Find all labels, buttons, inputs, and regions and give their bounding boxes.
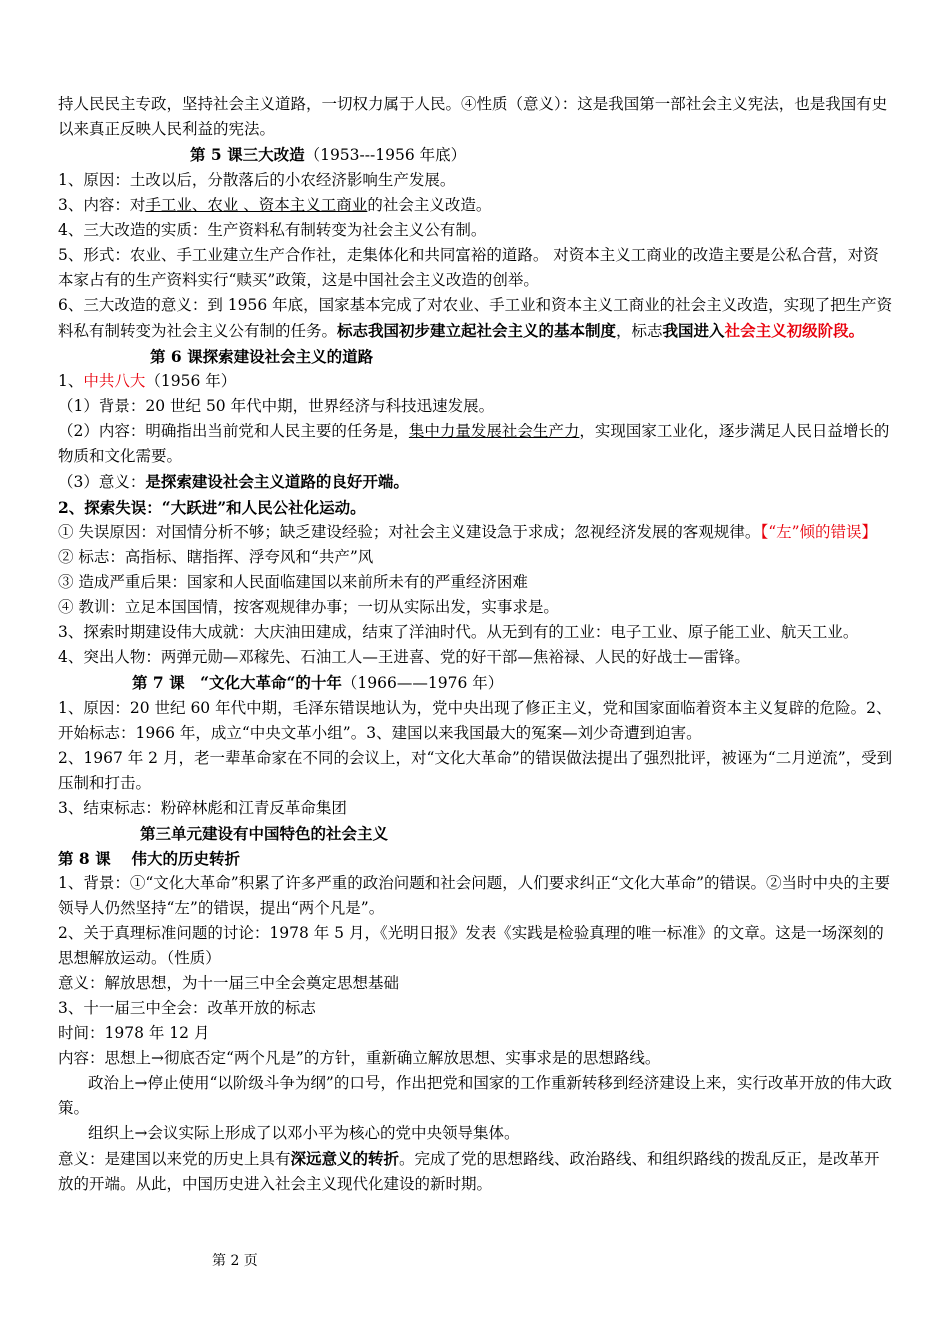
lesson5-significance (58, 293, 894, 344)
lesson5-significance-red: 社会主义初级阶段。 (724, 321, 865, 340)
document-page (58, 92, 894, 1197)
lesson6-section1 (58, 369, 894, 394)
lesson6-failure-cause (58, 520, 894, 545)
lesson6-meaning (58, 469, 894, 495)
lesson6-background: （1）背景：20 世纪 50 年代中期，世界经济与科技迅速发展。 (58, 397, 495, 415)
lesson6-failure-cause-text: ① 失误原因：对国情分析不够；缺乏建设经验；对社会主义建设急于求成；忽视经济发展的客观规律。 (58, 523, 761, 541)
lesson6-content-tail: ，实现国家工业化，逐步满足人民日益增长的物质和文化需要。 (58, 422, 890, 465)
lesson7-cause: 1、原因：20 世纪 60 年代中期，毛泽东错误地认为，党中央出现了修正主义，党和国家面临着资本主义复辟的危险。2、开始标志：1966 年，成立“中央文革小组”。3、建国以来我国最大的冤案—刘少奇遭到迫害。 (58, 699, 892, 742)
lesson6-meaning-lead: （3）意义： (58, 473, 146, 491)
lesson8-heading: 第 8 课 伟大的历史转折 (58, 849, 240, 868)
lesson6-section2: 2、探索失误：“大跃进”和人民公社化运动。 (58, 498, 366, 517)
lesson6-meaning-bold: 是探索建设社会主义道路的良好开端。 (145, 472, 409, 491)
lesson6-failure-result: ③ 造成严重后果：国家和人民面临建国以来前所未有的严重经济困难 (58, 573, 528, 591)
lesson8-meaning-lead: 意义：是建国以来党的历史上具有 (58, 1150, 291, 1168)
lesson7-title: 第 7 课 “文化大革命“的十年 (132, 673, 342, 692)
lesson8-content-thought: 内容：思想上→彻底否定“两个凡是”的方针，重新确立解放思想、实事求是的思想路线。 (58, 1049, 661, 1067)
lesson8-content-politics: 政治上→停止使用“以阶级斗争为纲”的口号，作出把党和国家的工作重新转移到经济建设上来，实行改革开放的伟大政策。 (58, 1074, 892, 1117)
lesson8-truth-debate: 2、关于真理标准问题的讨论：1978 年 5 月，《光明日报》发表《实践是检验真理的唯一标准》的文章。这是一场深刻的思想解放运动。（性质） (58, 924, 884, 967)
lesson8-meaning (58, 1146, 894, 1197)
lesson5-content-lead: 3、内容：对 (58, 196, 146, 214)
lesson8-plenum: 3、十一届三中全会：改革开放的标志 (58, 999, 316, 1017)
lesson7-years: （1966——1976 年） (341, 674, 504, 692)
lesson5-significance-bold: 标志我国初步建立起社会主义的基本制度 (337, 321, 617, 340)
lesson5-significance-text: 6、三大改造的意义：到 1956 年底，国家基本完成了对农业、手工业和资本主义工商业的社会主义改造，实现了把生产资料私有制转变为社会主义公有制的任务。 (58, 296, 893, 340)
lesson6-s1-year: （1956 年） (145, 372, 237, 390)
lesson5-heading (58, 142, 894, 168)
page-number: 第 2 页 (212, 1253, 258, 1269)
lesson8-background: 1、背景：①“文化大革命”积累了许多严重的政治问题和社会问题，人们要求纠正“文化大革命”的错误。②当时中央的主要领导人仍然坚持“左”的错误，提出“两个凡是”。 (58, 874, 891, 917)
lesson6-achievements: 3、探索时期建设伟大成就：大庆油田建成，结束了洋油时代。从无到有的工业：电子工业、原子能工业、航天工业。 (58, 623, 859, 641)
lesson6-failure-cause-red: 【“左”倾的错误】 (760, 523, 878, 541)
lesson8-meaning-tail: 。完成了党的思想路线、政治路线、和组织路线的拨乱反正，是改革开放的开端。从此，中国历史进入社会主义现代化建设的新时期。 (58, 1150, 880, 1193)
lesson5-cause: 1、原因：土改以后，分散落后的小农经济影响生产发展。 (58, 171, 456, 189)
lesson6-failure-lesson: ④ 教训：立足本国国情，按客观规律办事；一切从实际出发，实事求是。 (58, 598, 559, 616)
lesson6-heading: 第 6 课探索建设社会主义的道路 (150, 347, 374, 366)
lesson7-heading (58, 670, 894, 696)
lesson5-title: 第 5 课三大改造 (190, 145, 305, 164)
lesson6-content-underlined: 集中力量发展社会生产力 (408, 422, 580, 440)
lesson6-s1-red: 中共八大 (83, 372, 146, 390)
lesson6-s1-num: 1、 (58, 372, 84, 390)
lesson8-meaning-bold: 深远意义的转折 (290, 1149, 400, 1168)
lesson5-content (58, 193, 894, 218)
lesson8-time: 时间：1978 年 12 月 (58, 1024, 210, 1042)
lesson6-content-lead: （2）内容：明确指出当前党和人民主要的任务是， (58, 422, 409, 440)
lesson6-figures: 4、突出人物：两弹元勋—邓稼先、石油工人—王进喜、党的好干部—焦裕禄、人民的好战士—雷锋。 (58, 648, 750, 666)
lesson5-content-tail: 的社会主义改造。 (367, 196, 492, 214)
lesson5-form: 5、形式：农业、手工业建立生产合作社，走集体化和共同富裕的道路。 对资本主义工商业的改造主要是公私合营，对资本家占有的生产资料实行“赎买”政策，这是中国社会主义改造的创举。 (58, 246, 879, 289)
lesson5-significance-mid: ，标志 (616, 322, 663, 340)
lesson5-essence: 4、三大改造的实质：生产资料私有制转变为社会主义公有制。 (58, 221, 487, 239)
unit3-heading: 第三单元建设有中国特色的社会主义 (140, 824, 389, 843)
lesson5-content-underlined: 手工业、农业 、资本主义工商业 (145, 196, 368, 214)
lesson5-years: （1953---1956 年底） (304, 146, 467, 164)
intro-paragraph: 持人民民主专政，坚持社会主义道路，一切权力属于人民。④性质（意义）：这是我国第一部社会主义宪法，也是我国有史以来真正反映人民利益的宪法。 (58, 95, 888, 138)
lesson7-february: 2、1967 年 2 月，老一辈革命家在不同的会议上，对“文化大革命”的错误做法提出了强烈批评，被诬为“二月逆流”，受到压制和打击。 (58, 749, 893, 792)
lesson7-end: 3、结束标志：粉碎林彪和江青反革命集团 (58, 799, 347, 817)
lesson6-failure-sign: ② 标志：高指标、瞎指挥、浮夸风和“共产”风 (58, 548, 374, 566)
lesson8-content-organization: 组织上→会议实际上形成了以邓小平为核心的党中央领导集体。 (88, 1124, 520, 1142)
lesson8-truth-meaning: 意义：解放思想，为十一届三中全会奠定思想基础 (58, 974, 400, 992)
lesson5-significance-bold2: 我国进入 (662, 321, 725, 340)
lesson6-content (58, 419, 894, 469)
